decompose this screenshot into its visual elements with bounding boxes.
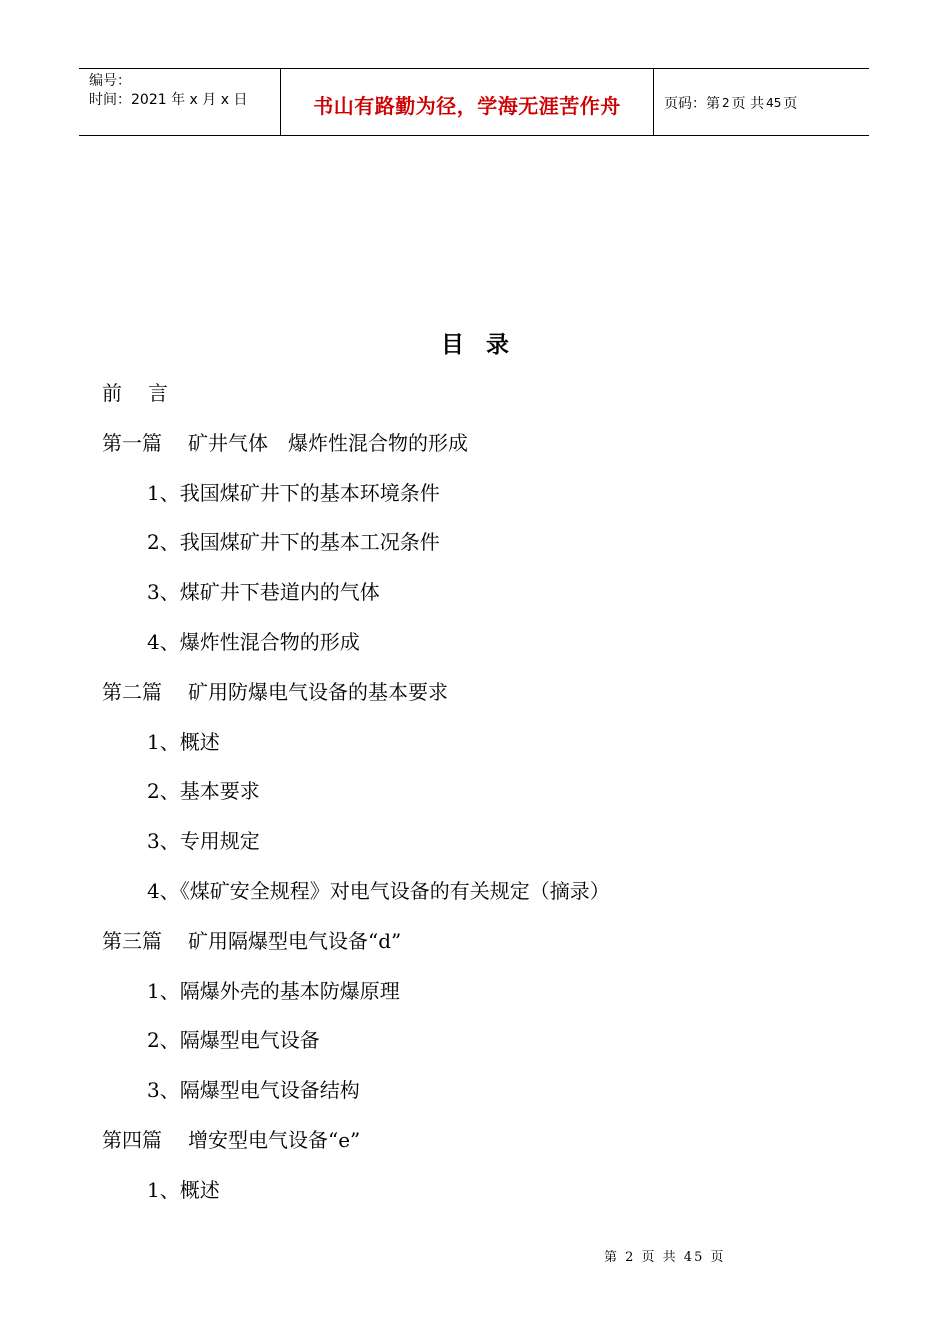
page-total: 45 [766, 96, 782, 110]
toc-entry [0, 519, 950, 569]
page-current: 2 [722, 96, 730, 110]
header-page-indicator [654, 69, 869, 135]
page-suffix: 页 [783, 96, 798, 112]
toc-entry [0, 1017, 950, 1067]
toc-entry-number: 2、 [147, 1028, 180, 1053]
header-motto: 书山有路勤为径，学海无涯苦作舟 [281, 69, 654, 135]
toc-entry-text: 概述 [179, 1177, 220, 1202]
toc-entry [0, 868, 950, 918]
toc-entry [0, 619, 950, 669]
toc-entry-text: 煤矿井下巷道内的气体 [179, 580, 380, 605]
toc-entry-number: 1、 [147, 480, 180, 505]
toc-entry-text: 矿用隔爆型电气设备“d” [188, 928, 402, 953]
toc-entry-text: 增安型电气设备“e” [188, 1127, 361, 1152]
toc-entry [0, 918, 950, 968]
toc-entry [0, 470, 950, 520]
toc-entry-text: 我国煤矿井下的基本工况条件 [179, 530, 440, 555]
toc-entry-number: 4、 [147, 878, 180, 903]
toc-entry-text: 隔爆型电气设备 [179, 1028, 320, 1053]
toc-entry-text: 我国煤矿井下的基本环境条件 [179, 480, 440, 505]
document-time-label: 时间：2021 年 x 月 x 日 [89, 92, 248, 108]
toc-entry-number: 3、 [147, 829, 180, 854]
toc-entry [0, 1117, 950, 1167]
toc-entry-number: 1、 [147, 1177, 180, 1202]
toc-entry [0, 669, 950, 719]
toc-entry-text: 隔爆型电气设备结构 [179, 1078, 360, 1103]
toc-entry [0, 768, 950, 818]
toc-entry-number: 3、 [147, 580, 180, 605]
toc-entry-number: 4、 [147, 629, 180, 654]
toc-entry [0, 968, 950, 1018]
toc-entry-text: 隔爆外壳的基本防爆原理 [179, 978, 400, 1003]
toc-entry-number: 2、 [147, 779, 180, 804]
header-meta-cell [79, 69, 281, 135]
page-footer: 第 2 页 共 45 页 [604, 1250, 726, 1265]
toc-entry-text: 基本要求 [179, 779, 260, 804]
toc-entry-number: 第四篇 [102, 1127, 162, 1152]
toc-entry [0, 569, 950, 619]
toc-entry-text: 言 [148, 381, 168, 405]
toc-entry [0, 420, 950, 470]
toc-entry-text: 矿用防爆电气设备的基本要求 [188, 679, 448, 704]
toc-entry-number: 3、 [147, 1078, 180, 1103]
toc-entry [0, 719, 950, 769]
toc-entry-text: 概述 [179, 729, 220, 754]
toc-entry-text: 矿井气体 爆炸性混合物的形成 [188, 430, 468, 455]
toc-entry-text: 爆炸性混合物的形成 [179, 629, 360, 654]
page-mid: 页 共 [731, 96, 765, 112]
toc-entry-text: 《煤矿安全规程》对电气设备的有关规定（摘录） [179, 878, 610, 903]
toc-entry-number: 第三篇 [102, 928, 162, 953]
toc-entry-text: 专用规定 [179, 829, 260, 854]
toc-entry [0, 1067, 950, 1117]
page-prefix: 页码：第 [664, 96, 720, 112]
toc-entry-number: 2、 [147, 530, 180, 555]
toc-entry-number: 第一篇 [102, 430, 162, 455]
toc-list [0, 370, 950, 1217]
page-header [79, 68, 869, 136]
toc-entry-number: 1、 [147, 978, 180, 1003]
toc-title: 目录 [441, 332, 531, 358]
toc-entry-number: 1、 [147, 729, 180, 754]
toc-entry-number: 前 [102, 381, 122, 405]
toc-entry [0, 818, 950, 868]
document-number-label: 编号： [89, 73, 131, 89]
toc-entry [0, 370, 950, 420]
toc-entry-number: 第二篇 [102, 679, 162, 704]
toc-entry [0, 1167, 950, 1217]
